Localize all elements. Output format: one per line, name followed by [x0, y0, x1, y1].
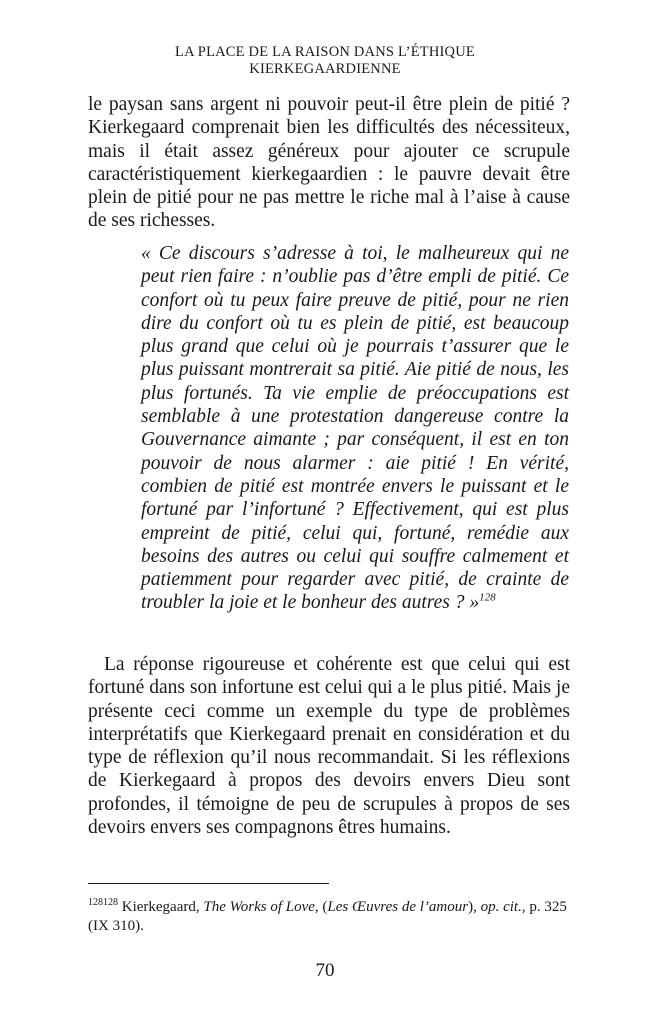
block-quote-text: « Ce discours s’adresse à toi, le malheureux qui ne peut rien faire : n’oublie pas d’être empli de pitié. Ce confort où tu peux faire preuve de pitié, pour ne rien dire du confort où tu es plein de pitié, est beaucoup plus grand que celui où je pourrais t’assurer que le plus puissant montrerait sa pitié. Aie pitié de nous, les plus fortunés. Ta vie emplie de préoccupations est semblable à une protestation dangereuse contre la Gouvernance aimante ; par conséquent, il est en ton pouvoir de nous alarmer : aie pitié ! En vérité, combien de pitié est montrée envers le puissant et le fortuné par l’infortuné ? Effectivement, qui est plus empreint de pitié, celui qui, fortuné, remédie aux besoins des autres ou celui qui souffre calmement et patiemment pour regarder avec pitié, de crainte de troubler la joie et le bonheur des autres ? » [141, 243, 569, 614]
footnote-text-mid: , ( [314, 899, 328, 915]
running-head-line-1: LA PLACE DE LA RAISON DANS L’ÉTHIQUE [175, 44, 475, 60]
body-paragraph-1: le paysan sans argent ni pouvoir peut-il être plein de pitié ? Kierkegaard comprenait bien les difficultés des nécessiteux, mais il était assez généreux pour ajouter ce scrupule caractéristiquement kierkegaardien : le pauvre devait être plein de pitié pour ne pas mettre le riche mal à l’aise à cause de ses richesses. [88, 94, 570, 232]
page-number: 70 [315, 960, 335, 981]
footnote-text-before: Kierkegaard, [118, 899, 204, 915]
block-quote [141, 242, 569, 615]
footnote-separator [88, 883, 329, 884]
footnote-title-french: Les Œuvres de l’amour [327, 899, 469, 915]
footnote [88, 898, 570, 936]
running-head-line-2: KIERKEGAARDIENNE [249, 61, 401, 77]
footnote-text-end: , p. 325 (IX 310). [88, 899, 567, 934]
footnote-op-cit: op. cit. [480, 899, 522, 915]
footnote-title-english: The Works of Love [203, 899, 315, 915]
footnote-marker: 128128 [88, 897, 118, 908]
running-head [0, 44, 650, 78]
footnote-text-after: ), [468, 899, 481, 915]
footnote-reference[interactable]: 128 [479, 591, 496, 604]
body-paragraph-2: La réponse rigoureuse et cohérente est que celui qui est fortuné dans son infortune est celui qui a le plus pitié. Mais je présente ceci comme un exemple du type de problèmes interprétatifs que Kierkegaard prenait en considération et du type de réflexion qu’il nous recommandait. Si les réflexions de Kierkegaard à propos des devoirs envers Dieu sont profondes, il témoigne de peu de scrupules à propos de ses devoirs envers ses compagnons êtres humains. [88, 654, 570, 839]
